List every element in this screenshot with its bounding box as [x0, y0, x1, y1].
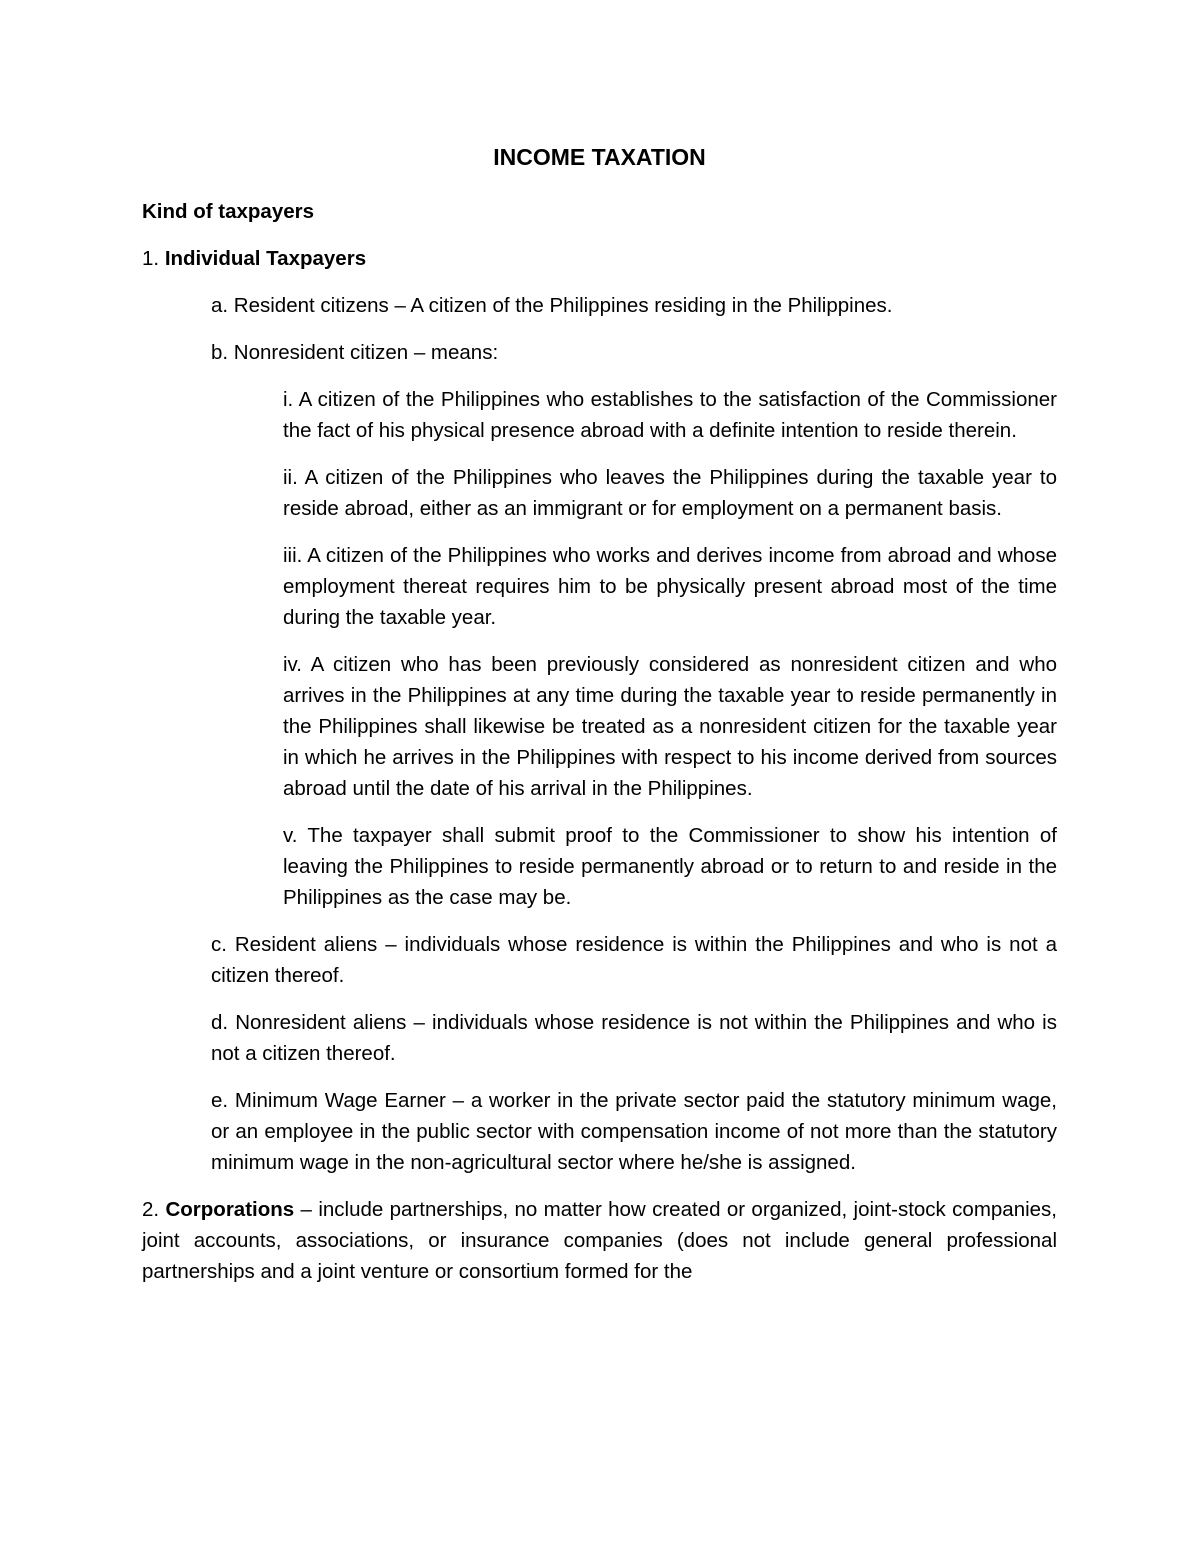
subitem-a: a. Resident citizens – A citizen of the Philippines residing in the Philippines. [211, 294, 893, 317]
subitem-b-iv: iv. A citizen who has been previously considered as nonresident citizen and who arrives in the Philippines at any time during the taxable year to reside permanently in the Philippines shall likewise be treated as a nonresident citizen for the taxable year in which he arrives in the Philippines with respect to his income derived from sources abroad until the date of his arrival in the Philippines. [283, 653, 1057, 800]
item-2-number: 2. [142, 1198, 160, 1221]
section-heading: Kind of taxpayers [142, 200, 315, 223]
item-2-label: Corporations [165, 1198, 295, 1221]
subitem-b-v: v. The taxpayer shall submit proof to the Commissioner to show his intention of leaving the Philippines to reside permanently abroad or to return to and reside in the Philippines as the case may be. [283, 824, 1057, 909]
subitem-e: e. Minimum Wage Earner – a worker in the private sector paid the statutory minimum wage, or an employee in the public sector with compensation income of not more than the statutory minimum wage in the non-agricultural sector where he/she is assigned. [211, 1089, 1057, 1174]
subitem-c: c. Resident aliens – individuals whose residence is within the Philippines and who is not a citizen thereof. [211, 933, 1057, 987]
item-2-paragraph [142, 1194, 1057, 1287]
item-1-heading [142, 243, 1057, 274]
subitem-b-iii: iii. A citizen of the Philippines who works and derives income from abroad and whose employment thereat requires him to be physically present abroad most of the time during the taxable year. [283, 544, 1057, 629]
subitem-b-ii: ii. A citizen of the Philippines who leaves the Philippines during the taxable year to reside abroad, either as an immigrant or for employment on a permanent basis. [283, 466, 1057, 520]
subitem-b-i: i. A citizen of the Philippines who establishes to the satisfaction of the Commissioner the fact of his physical presence abroad with a definite intention to reside therein. [283, 388, 1057, 442]
document-title: INCOME TAXATION [493, 144, 706, 170]
item-1-label: Individual Taxpayers [164, 247, 367, 270]
item-2-text: – include partnerships, no matter how created or organized, joint-stock companies, joint accounts, associations, or insurance companies (does not include general professional partnerships and a joint venture or consortium formed for the [142, 1198, 1057, 1283]
subitem-b: b. Nonresident citizen – means: [211, 341, 499, 364]
item-1-number: 1. [142, 247, 160, 270]
subitem-d: d. Nonresident aliens – individuals whose residence is not within the Philippines and who is not a citizen thereof. [211, 1011, 1057, 1065]
document-page [142, 140, 1057, 1303]
